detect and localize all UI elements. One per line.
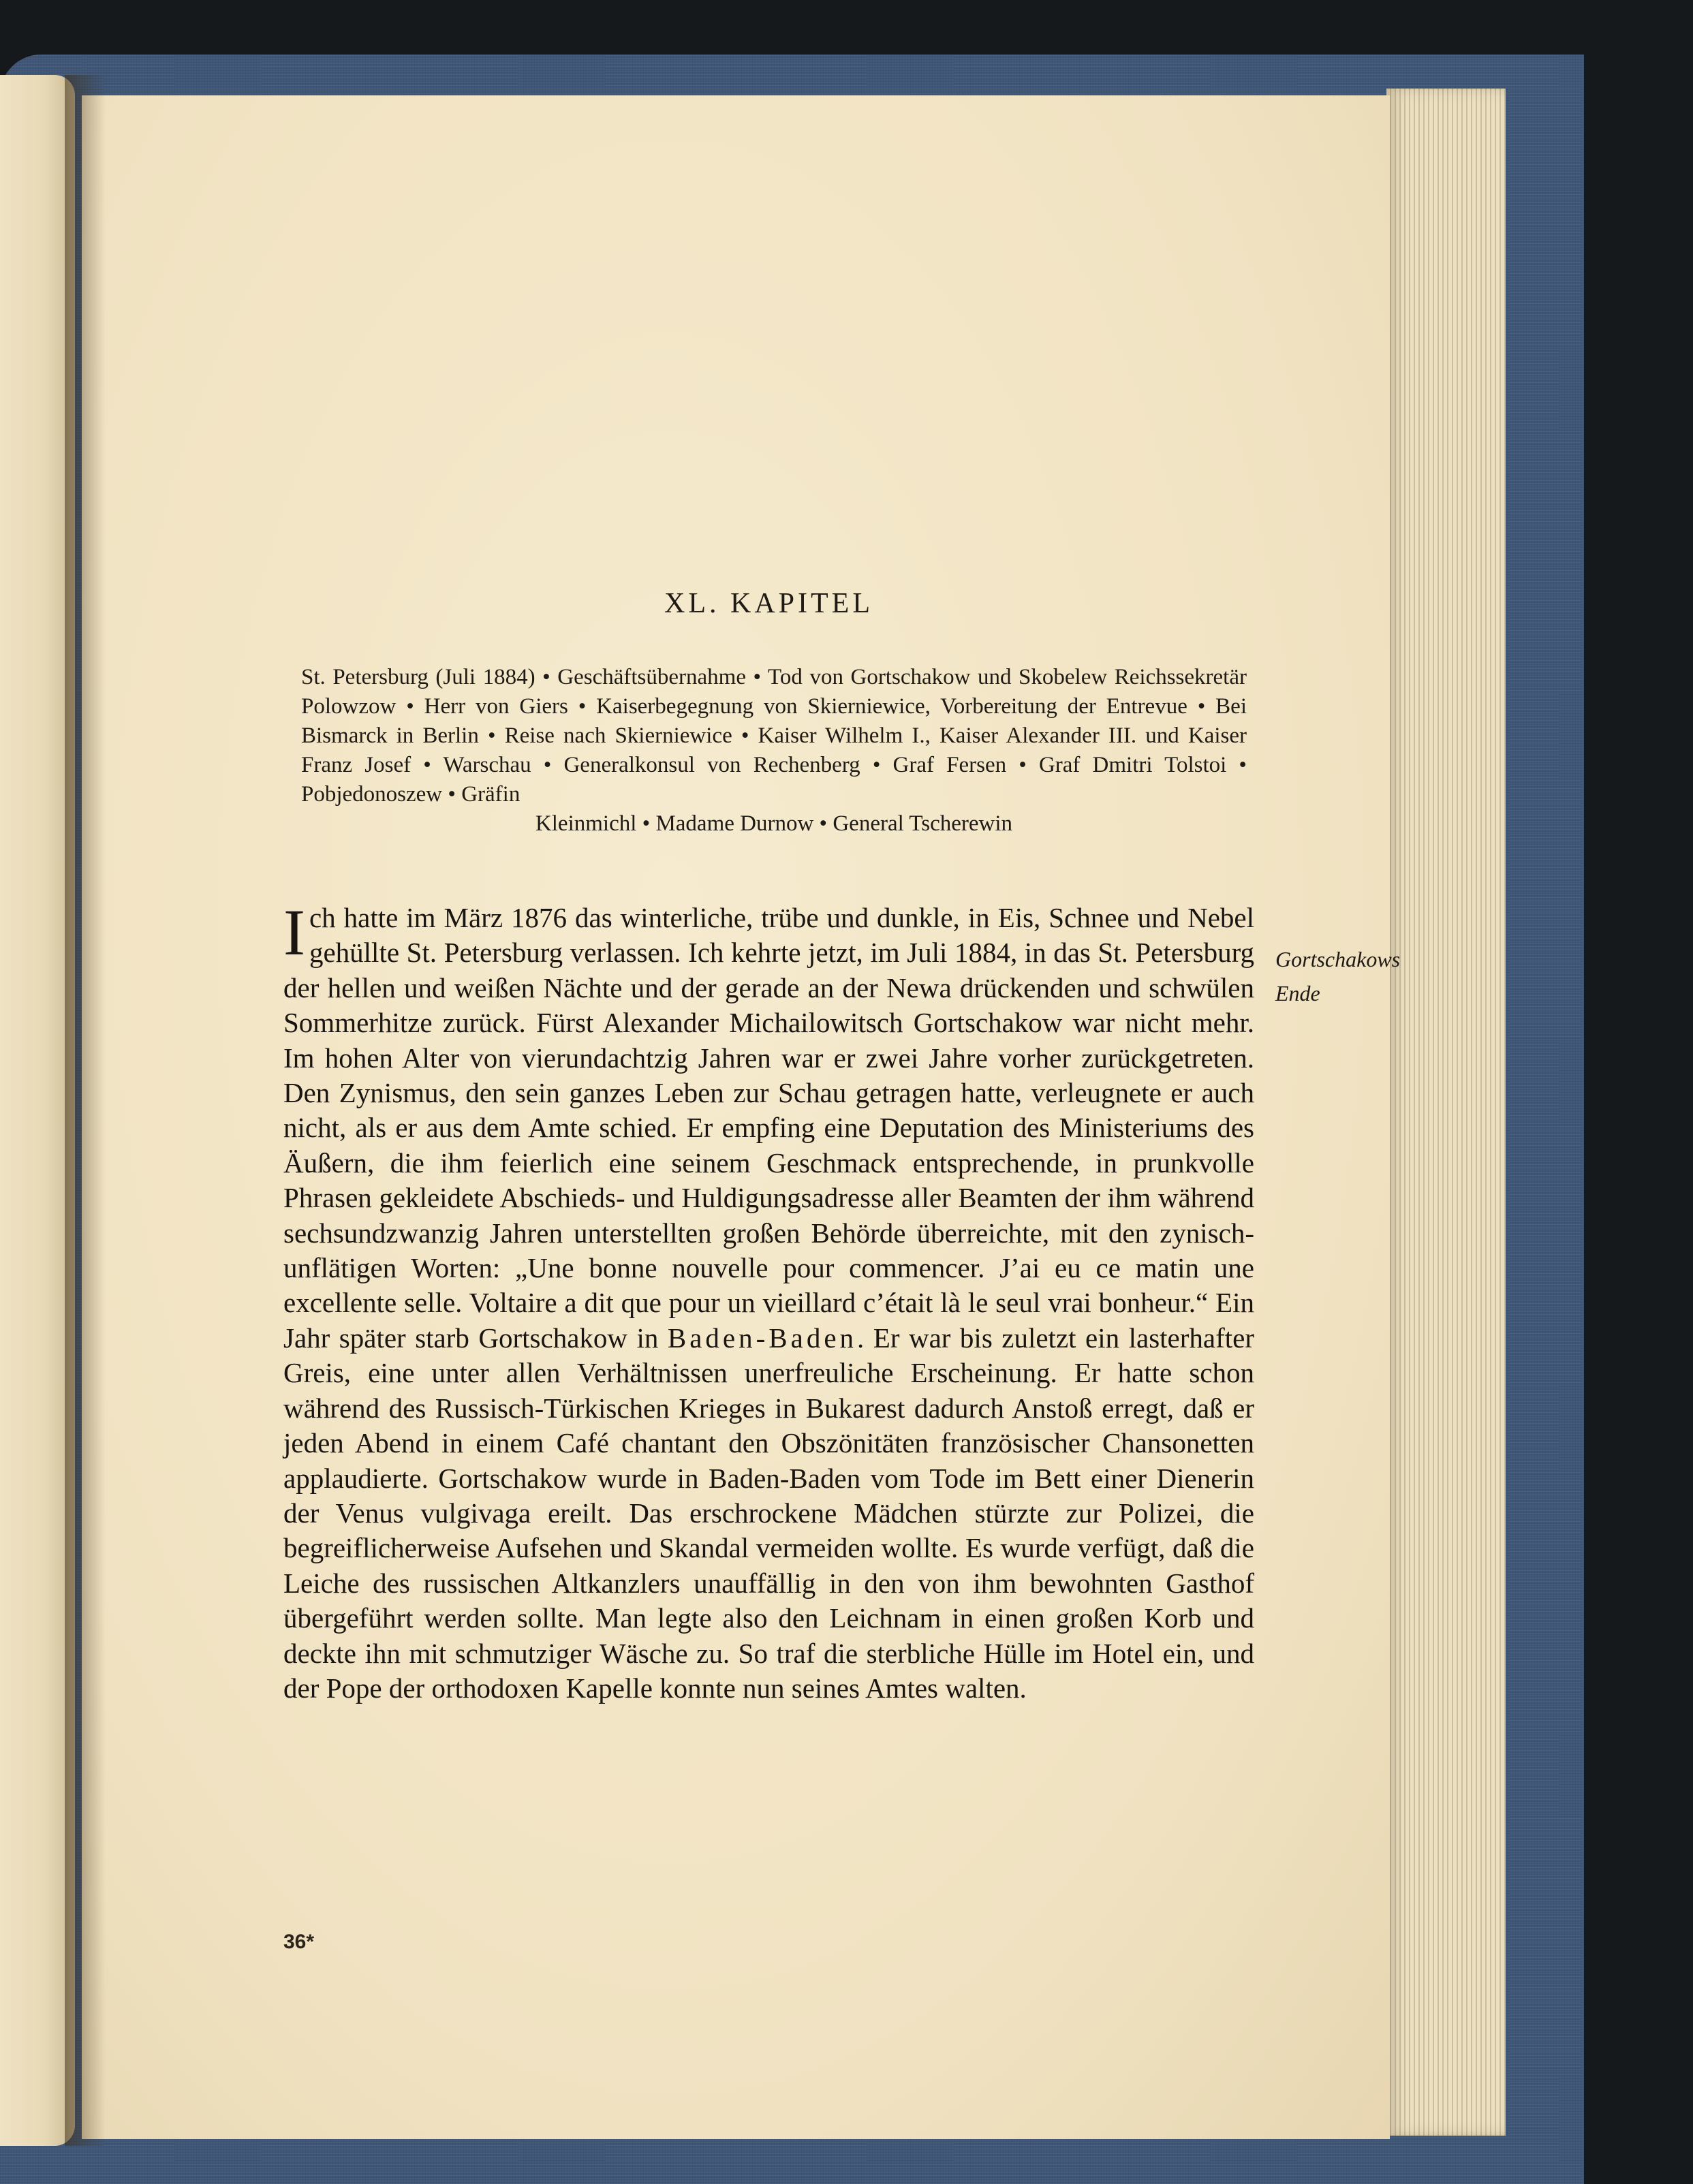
page-edges-stack bbox=[1386, 89, 1506, 2136]
chapter-summary-text: St. Petersburg (Juli 1884) • Geschäftsübernahme • Tod von Gortschakow und Skobelew Reichssekretär Polowzow • Herr von Giers • Kaiserbegegnung von Skierniewice, Vorbereitung der Entrevue • Bei Bismarck in Berlin • Reise nach Skierniewice • Kaiser Wilhelm I., Kaiser Alexander III. und Kaiser Franz Josef • Warschau • Generalkonsul von Rechenberg • Graf Fersen • Graf Dmitri Tolstoi • Pobjedonoszew • Gräfin bbox=[301, 665, 1247, 807]
margin-note-line-1: Gortschakows bbox=[1275, 947, 1401, 971]
previous-page-edge bbox=[0, 75, 75, 2146]
chapter-summary bbox=[301, 663, 1247, 839]
drop-cap: I bbox=[283, 896, 305, 969]
body-paragraph bbox=[283, 896, 1254, 1706]
body-spaced-word: Baden-Baden bbox=[667, 1322, 858, 1354]
gutter-shadow bbox=[65, 75, 106, 2146]
body-text-part-1: ch hatte im März 1876 das winterliche, trübe und dunkle, in Eis, Schnee und Nebel gehüllte St. Petersburg verlassen. Ich kehrte jetzt, im Juli 1884, in das St. Petersburg der hellen und weißen Nächte und der gerade an der Newa drückenden und schwülen Sommerhitze zurück. Fürst Alexander Michailowitsch Gortschakow war nicht mehr. Im hohen Alter von vierundachtzig Jahren war er zwei Jahre vorher zurückgetreten. Den Zynismus, den sein ganzes Leben zur Schau getragen hatte, verleugnete er auch nicht, als er aus dem Amte schied. Er empfing eine Deputation des Ministeriums des Äußern, die ihm feierlich eine seinem Geschmack entsprechende, in prunkvolle Phrasen gekleidete Abschieds- und Huldigungsadresse aller Beamten der ihm während sechsundzwanzig Jahren unterstellten großen Behörde überreichte, mit den zynisch-unflätigen Worten: „Une bonne nouvelle pour commencer. J’ai eu ce matin une excellente selle. Voltaire a dit que pour un vieillard c’était là le seul vrai bonheur.“ Ein Jahr später starb Gortschakow in bbox=[283, 902, 1254, 1354]
chapter-summary-last-line: Kleinmichl • Madame Durnow • General Tscherewin bbox=[535, 811, 1013, 836]
margin-note-line-2: Ende bbox=[1275, 981, 1320, 1005]
book-page bbox=[82, 95, 1401, 2139]
chapter-title: XL. KAPITEL bbox=[664, 588, 873, 619]
margin-note bbox=[1275, 942, 1446, 1010]
body-text-part-2: . Er war bis zuletzt ein lasterhafter Greis, eine unter allen Verhältnissen unerfreuliche Erscheinung. Er hatte schon während des Russisch-Türkischen Krieges in Bukarest dadurch Anstoß erregt, daß er jeden Abend in einem Café chantant den Obszönitäten französischer Chansonetten applaudierte. Gortschakow wurde in Baden-Baden vom Tode im Bett einer Dienerin der Venus vulgivaga ereilt. Das erschrockene Mädchen stürzte zur Polizei, die begreiflicherweise Aufsehen und Skandal vermeiden wollte. Es wurde verfügt, daß die Leiche des russischen Altkanzlers unauffällig in den von ihm bewohnten Gasthof übergeführt werden sollte. Man legte also den Leichnam in einen großen Korb und deckte ihn mit schmutziger Wäsche zu. So traf die sterbliche Hülle im Hotel ein, und der Pope der orthodoxen Kapelle konnte nun seines Amtes walten. bbox=[283, 1322, 1254, 1704]
page-number: 36* bbox=[283, 1931, 315, 1953]
